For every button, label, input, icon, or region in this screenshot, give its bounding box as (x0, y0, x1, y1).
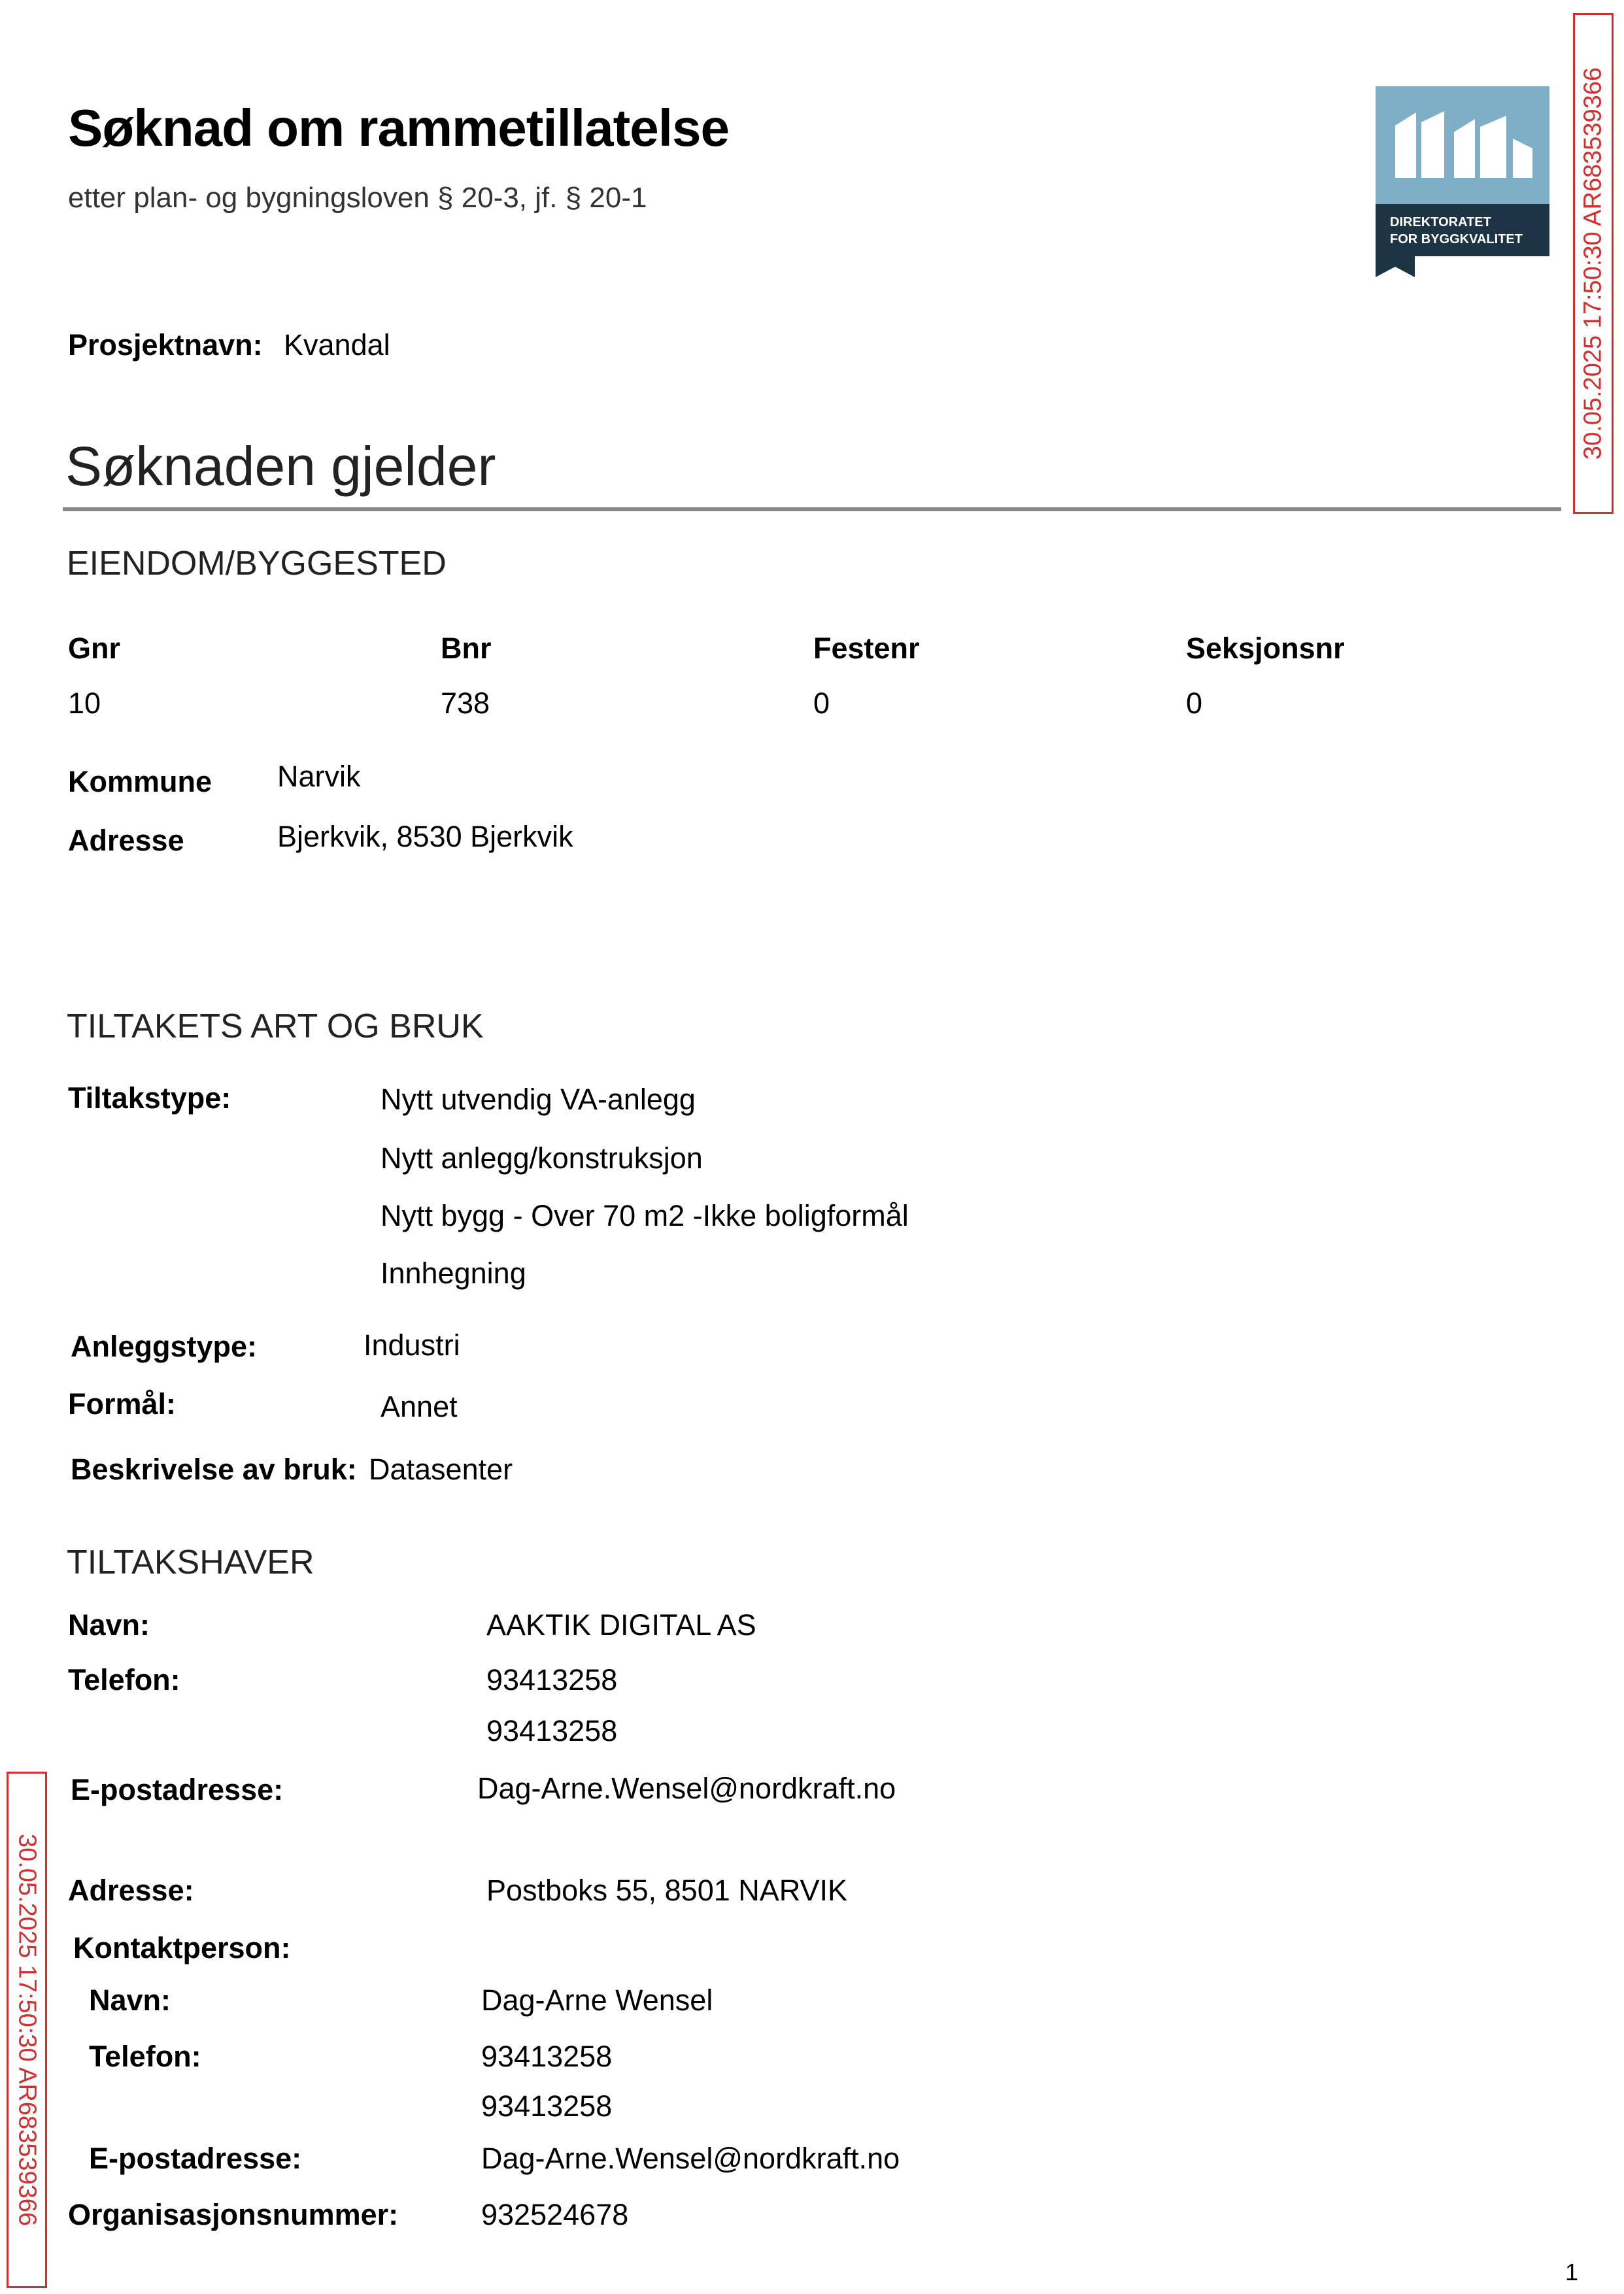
gnr-value: 10 (68, 686, 101, 720)
project-name-value: Kvandal (284, 328, 390, 362)
tiltakshaver-heading: TILTAKSHAVER (67, 1543, 314, 1581)
kontakt-navn-label: Navn: (89, 1983, 171, 2017)
tiltakstype-label: Tiltakstype: (68, 1081, 231, 1115)
adresse-label: Adresse (68, 824, 184, 857)
timestamp-stamp-top (1573, 13, 1614, 514)
dibk-logo-graphic (1376, 86, 1549, 277)
tiltakshaver-telefon-label: Telefon: (68, 1663, 180, 1696)
beskrivelse-label: Beskrivelse av bruk: (71, 1453, 357, 1486)
kommune-label: Kommune (68, 765, 212, 798)
tiltakshaver-adresse-value: Postboks 55, 8501 NARVIK (486, 1874, 847, 1907)
page-number: 1 (1565, 2259, 1579, 2286)
property-heading: EIENDOM/BYGGESTED (67, 545, 447, 582)
tiltakshaver-telefon-value: 93413258 (486, 1663, 618, 1696)
stamp-text-top: 30.05.2025 17:50:30 AR683539366 (1579, 67, 1607, 460)
section-divider (63, 507, 1561, 511)
beskrivelse-value: Datasenter (369, 1453, 513, 1486)
kontakt-epost-label: E-postadresse: (89, 2142, 302, 2175)
tiltakstype-item: Innhegning (381, 1257, 526, 1290)
kontaktperson-label: Kontaktperson: (73, 1931, 291, 1965)
festenr-label: Festenr (813, 632, 920, 665)
tiltakstype-item: Nytt anlegg/konstruksjon (381, 1141, 703, 1175)
kontakt-telefon-label: Telefon: (89, 2040, 201, 2073)
kontakt-epost-value: Dag-Arne.Wensel@nordkraft.no (481, 2142, 900, 2175)
formal-label: Formål: (68, 1387, 177, 1421)
festenr-value: 0 (813, 686, 830, 720)
anleggstype-label: Anleggstype: (71, 1330, 258, 1363)
tiltakshaver-navn-value: AAKTIK DIGITAL AS (486, 1608, 756, 1642)
tiltak-heading: TILTAKETS ART OG BRUK (67, 1007, 484, 1045)
kontakt-telefon-value: 93413258 (481, 2089, 613, 2123)
timestamp-stamp-left (7, 1772, 47, 2288)
section-title: Søknaden gjelder (65, 435, 496, 497)
tiltakshaver-epost-label: E-postadresse: (71, 1773, 284, 1806)
adresse-value: Bjerkvik, 8530 Bjerkvik (277, 820, 573, 853)
orgnr-label: Organisasjonsnummer: (68, 2198, 399, 2231)
kontakt-navn-value: Dag-Arne Wensel (481, 1983, 713, 2017)
seksjonsnr-label: Seksjonsnr (1186, 632, 1345, 665)
project-name-label: Prosjektnavn: (68, 328, 263, 362)
document-subtitle: etter plan- og bygningsloven § 20-3, jf. § 20-1 (68, 182, 647, 214)
bnr-value: 738 (441, 686, 490, 720)
dibk-logo (1376, 86, 1549, 277)
bnr-label: Bnr (441, 632, 492, 665)
anleggstype-value: Industri (364, 1328, 460, 1362)
tiltakshaver-adresse-label: Adresse: (68, 1874, 194, 1907)
kontakt-telefon-value: 93413258 (481, 2040, 613, 2073)
tiltakshaver-navn-label: Navn: (68, 1608, 150, 1642)
tiltakshaver-epost-value: Dag-Arne.Wensel@nordkraft.no (477, 1772, 896, 1805)
tiltakstype-item: Nytt utvendig VA-anlegg (381, 1083, 696, 1116)
gnr-label: Gnr (68, 632, 121, 665)
kommune-value: Narvik (277, 760, 361, 793)
formal-value: Annet (381, 1390, 458, 1423)
tiltakstype-item: Nytt bygg - Over 70 m2 -Ikke boligformål (381, 1199, 909, 1232)
stamp-text-left: 30.05.2025 17:50:30 AR683539366 (13, 1833, 41, 2227)
logo-line1: DIREKTORATET (1390, 215, 1491, 229)
seksjonsnr-value: 0 (1186, 686, 1203, 720)
orgnr-value: 932524678 (481, 2198, 629, 2231)
logo-line2: FOR BYGGKVALITET (1390, 232, 1523, 246)
document-title: Søknad om rammetillatelse (68, 99, 729, 157)
tiltakshaver-telefon-value: 93413258 (486, 1714, 618, 1747)
